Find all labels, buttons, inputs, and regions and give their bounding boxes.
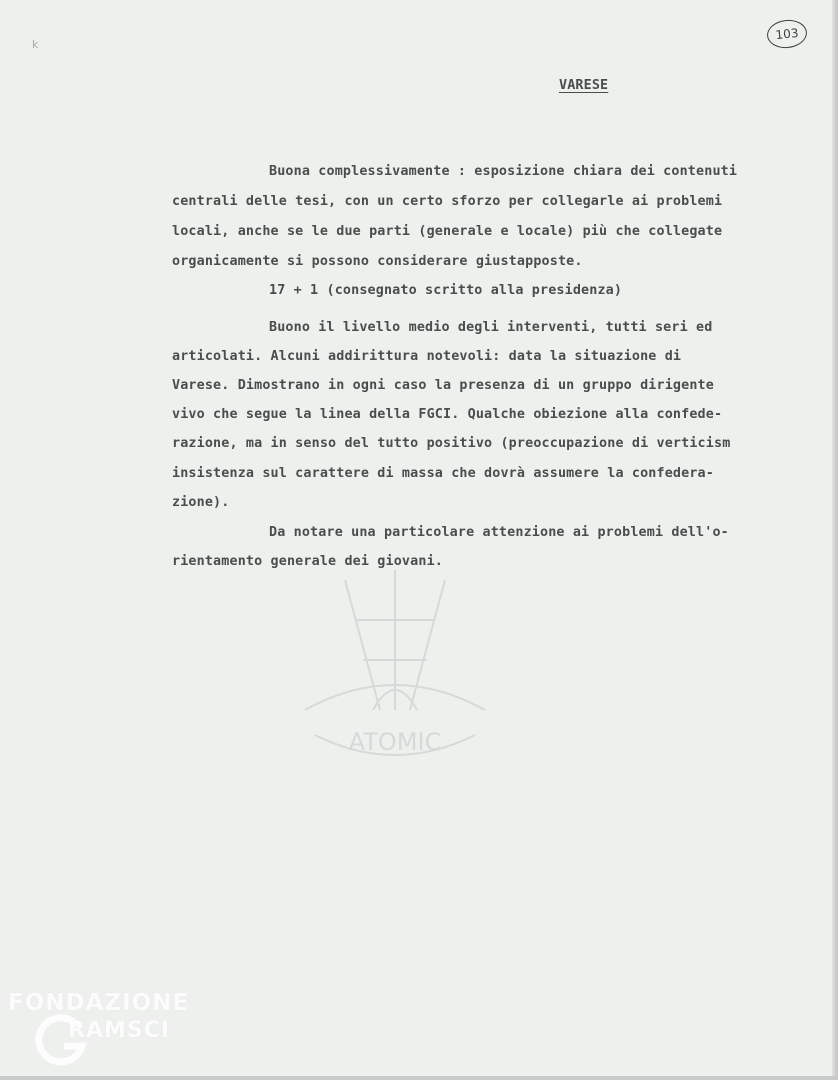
text-line-8: Varese. Dimostrano in ogni caso la presenza di un gruppo dirigente [172,378,714,393]
text-line-11: insistenza sul carattere di massa che dovrà assumere la confedera- [172,466,714,481]
text-line-3: locali, anche se le due parti (generale e locale) più che collegate [172,224,723,239]
text-line-7: articolati. Alcuni addirittura notevoli: data la situazione di [172,349,682,364]
text-line-5: 17 + 1 (consegnato scritto alla presidenza) [269,283,623,298]
text-line-9: vivo che segue la linea della FGCI. Qualche obiezione alla confede- [172,407,723,422]
fondazione-gramsci-logo [8,990,218,1075]
text-line-1: Buona complessivamente : esposizione chiara dei contenuti [269,164,738,179]
text-line-13: Da notare una particolare attenzione ai problemi dell'o- [269,525,729,540]
page-bottom-edge [0,1076,838,1080]
text-line-14: rientamento generale dei giovani. [172,554,443,569]
page-number: 103 [774,25,800,43]
text-line-12: zione). [172,495,230,510]
text-line-6: Buono il livello medio degli interventi, tutti seri ed [269,320,713,335]
corner-mark: k [32,38,39,51]
text-line-2: centrali delle tesi, con un certo sforzo per collegarle ai problemi [172,194,723,209]
page-edge-shadow [832,0,838,1080]
watermark-text: ATOMIC [348,728,442,756]
text-line-10: razione, ma in senso del tutto positivo (preoccupazione di verticism [172,436,731,451]
text-line-4: organicamente si possono considerare giustapposte. [172,254,583,269]
logo-line-1: FONDAZIONE [8,990,190,1016]
logo-line-2: RAMSCI [68,1018,171,1043]
watermark-emblem-icon [285,560,505,770]
document-title: VARESE [559,78,609,93]
page-number-stamp [766,18,809,50]
